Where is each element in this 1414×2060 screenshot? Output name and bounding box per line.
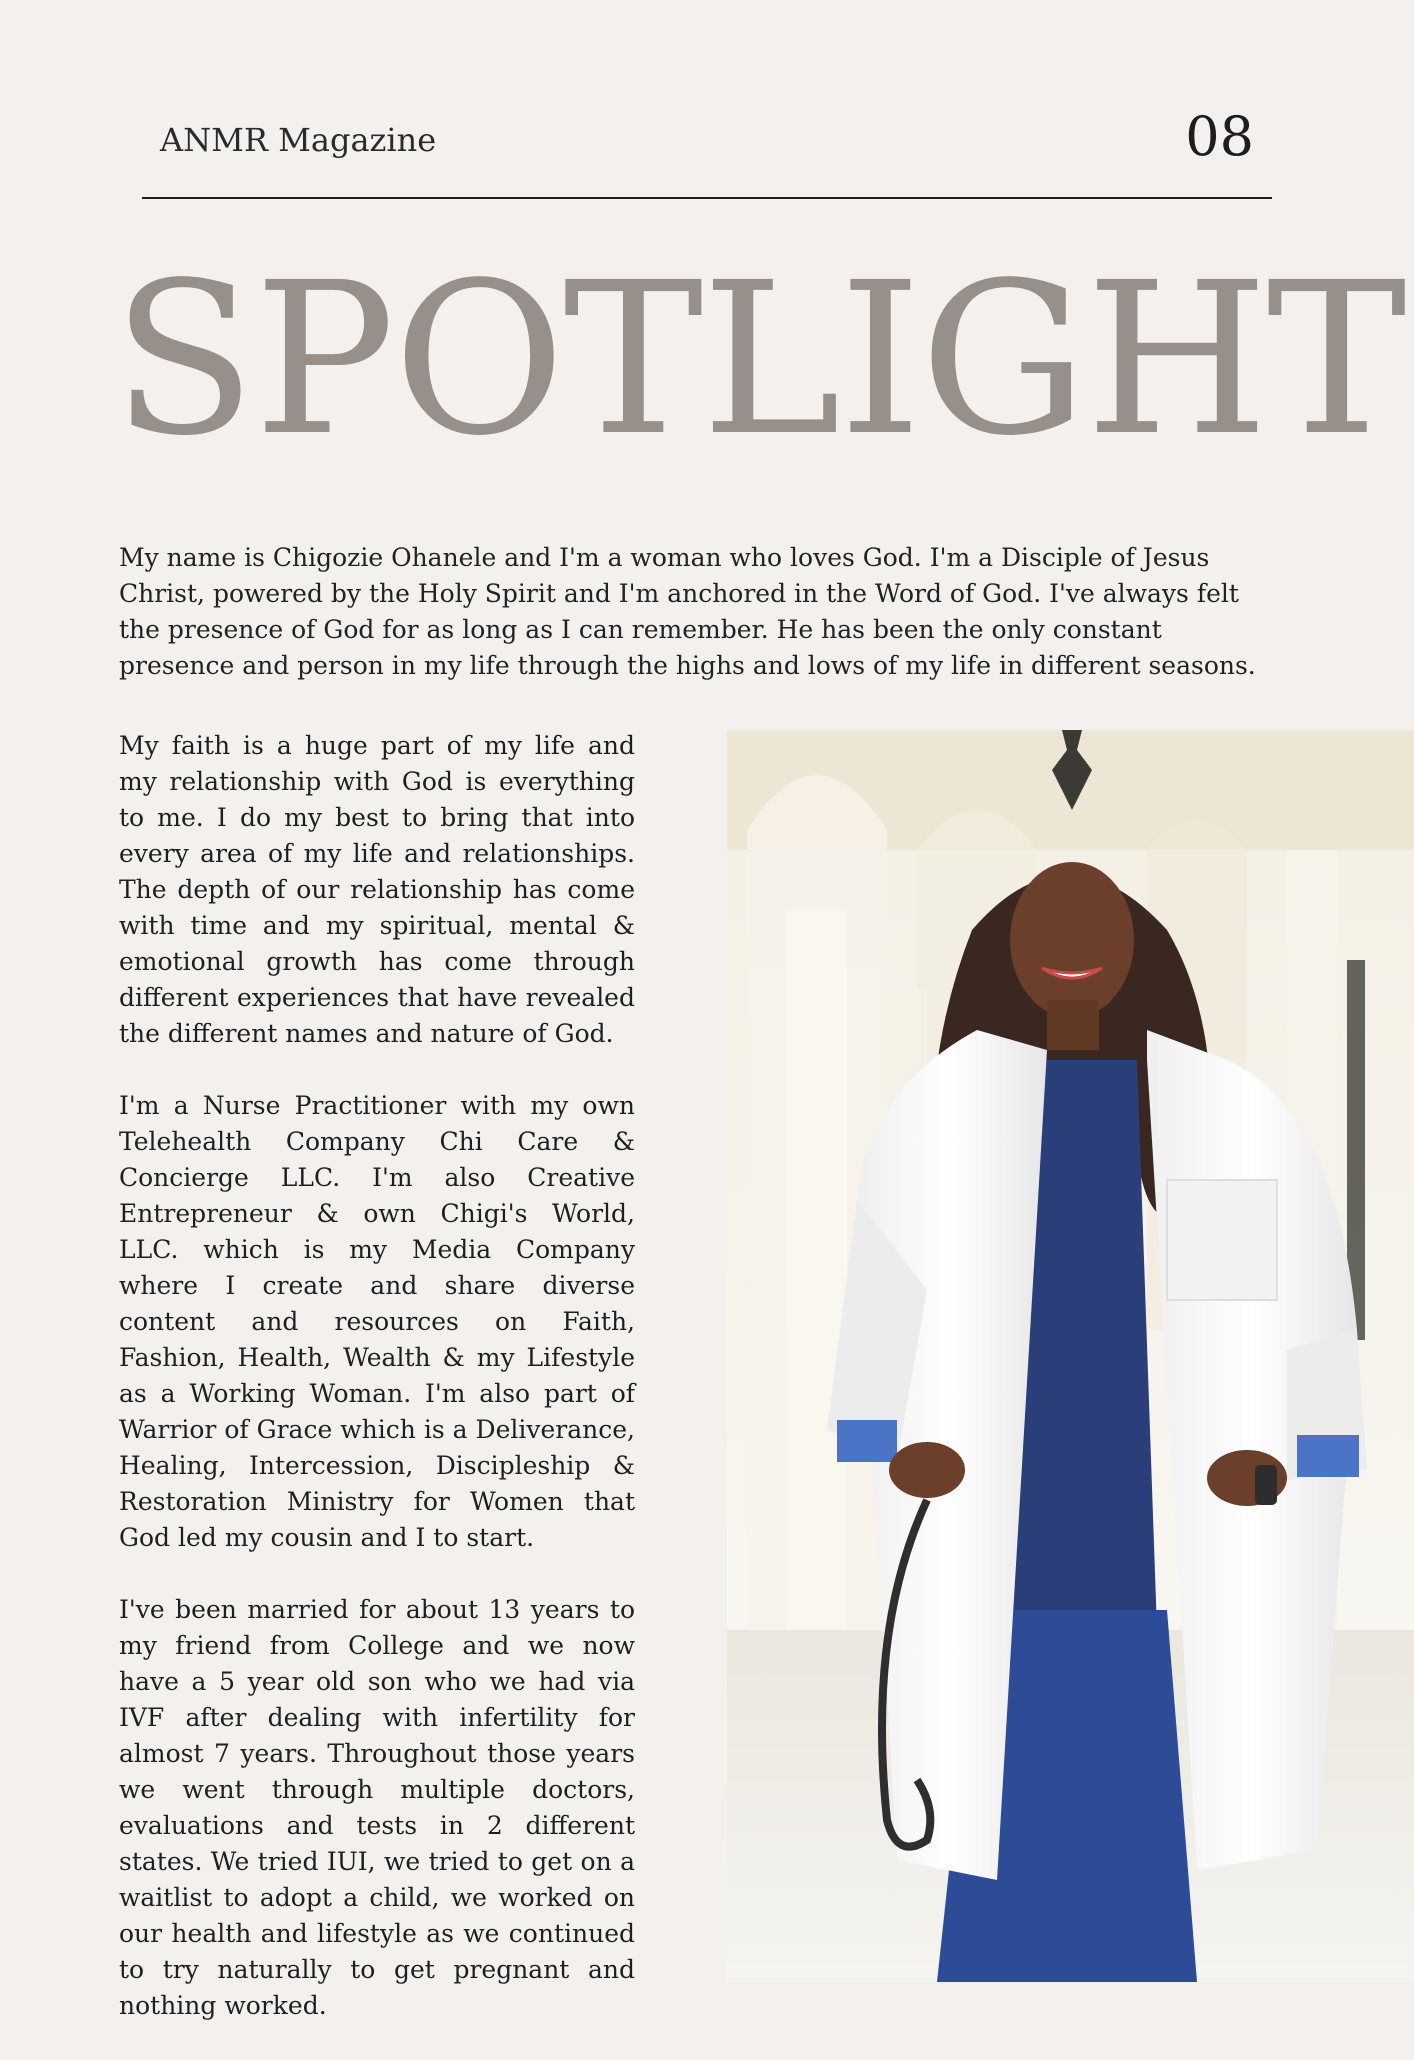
cuff-left xyxy=(837,1420,897,1462)
intro-paragraph: My name is Chigozie Ohanele and I'm a woman who loves God. I'm a Disciple of Jesus Christ, powered by the Holy Spirit and I'm anchored in the Word of God. I've always felt the presence of God for as long as I can remember. He has been the only constant presence and person in my life through the highs and lows of my life in different seasons. xyxy=(119,543,1256,680)
page-title: SPOTLIGHT xyxy=(112,237,1405,482)
cuff-right xyxy=(1297,1435,1359,1477)
magazine-name: ANMR Magazine xyxy=(160,121,437,159)
body-paragraph-2: I'm a Nurse Practitioner with my own Telehealth Company Chi Care & Concierge LLC. I'm also Creative Entrepreneur & own Chigi's World, LLC. which is my Media Company where I create and share diverse content and resources on Faith, Fashion, Health, Wealth & my Lifestyle as a Working Woman. I'm also part of Warrior of Grace which is a Deliverance, Healing, Intercession, Discipleship & Restoration Ministry for Women that God led my cousin and I to start. xyxy=(119,1091,635,1552)
photo-column-1 xyxy=(787,910,847,1690)
header-divider xyxy=(142,197,1272,199)
page-number: 08 xyxy=(1185,105,1254,168)
hand-left xyxy=(889,1442,965,1498)
body-column xyxy=(119,728,635,2060)
coat-pocket xyxy=(1167,1180,1277,1300)
body-paragraph-1: My faith is a huge part of my life and my relationship with God is everything to me. I do my best to bring that into every area of my life and relationships. The depth of our relationship has come with time and my spiritual, mental & emotional growth has come through different experiences that have revealed the different names and nature of God. xyxy=(119,731,635,1048)
face xyxy=(1010,862,1134,1018)
portrait-photo xyxy=(727,730,1414,1982)
neck xyxy=(1047,1000,1099,1050)
watch xyxy=(1255,1465,1277,1505)
body-paragraph-3: I've been married for about 13 years to my friend from College and we now have a 5 year old son who we had via IVF after dealing with infertility for almost 7 years. Throughout those years we went through multiple doctors, evaluations and tests in 2 different states. We tried IUI, we tried to get on a waitlist to adopt a child, we worked on our health and lifestyle as we continued to try naturally to get pregnant and nothing worked. xyxy=(119,1595,635,2020)
